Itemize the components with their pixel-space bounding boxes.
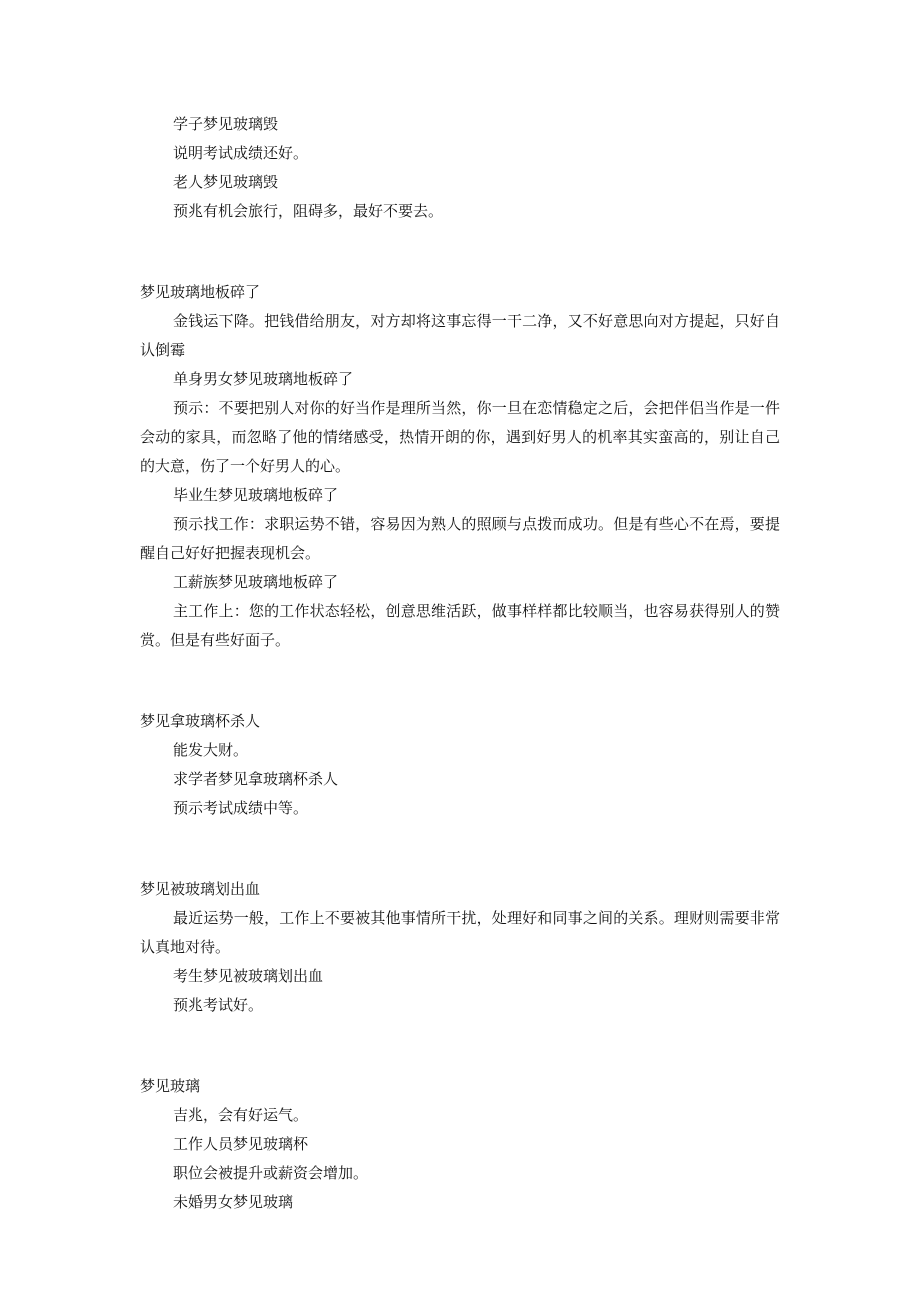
paragraph: 工薪族梦见玻璃地板碎了 [173, 573, 339, 591]
section-glass-cut-bleed [140, 875, 780, 1020]
paragraph: 求学者梦见拿玻璃杯杀人 [173, 770, 339, 788]
paragraph: 预示找工作：求职运势不错，容易因为熟人的照顾与点拨而成功。但是有些心不在焉，要提醒自己好好把握表现机会。 [140, 515, 780, 562]
paragraph: 预兆有机会旅行，阻碍多，最好不要去。 [173, 202, 444, 220]
paragraph: 单身男女梦见玻璃地板碎了 [173, 370, 354, 388]
paragraph: 说明考试成绩还好。 [173, 144, 309, 162]
section-glass-cup-kill [140, 707, 780, 823]
section-heading: 梦见拿玻璃杯杀人 [140, 712, 261, 730]
paragraph: 工作人员梦见玻璃杯 [173, 1135, 309, 1153]
paragraph: 预兆考试好。 [173, 996, 264, 1014]
paragraph: 最近运势一般，工作上不要被其他事情所干扰，处理好和同事之间的关系。理财则需要非常认真地对待。 [140, 909, 780, 956]
section-glass-floor-broken [140, 278, 780, 655]
paragraph: 能发大财。 [173, 741, 249, 759]
paragraph: 考生梦见被玻璃划出血 [173, 967, 324, 985]
section-heading: 梦见玻璃地板碎了 [140, 283, 261, 301]
paragraph: 未婚男女梦见玻璃 [173, 1193, 294, 1211]
paragraph: 学子梦见玻璃毁 [173, 115, 279, 133]
paragraph: 职位会被提升或薪资会增加。 [173, 1164, 369, 1182]
paragraph: 金钱运下降。把钱借给朋友，对方却将这事忘得一干二净，又不好意思向对方提起，只好自认倒霉 [140, 312, 780, 359]
paragraph: 主工作上：您的工作状态轻松，创意思维活跃，做事样样都比较顺当，也容易获得别人的赞赏。但是有些好面子。 [140, 602, 780, 649]
paragraph: 吉兆，会有好运气。 [173, 1106, 309, 1124]
paragraph: 预示：不要把别人对你的好当作是理所当然，你一旦在恋情稳定之后，会把伴侣当作是一件会动的家具，而忽略了他的情绪感受，热情开朗的你，遇到好男人的机率其实蛮高的，别让自己的大意，伤了一个好男人的心。 [140, 399, 780, 475]
section-heading: 梦见玻璃 [140, 1077, 201, 1095]
section-glass [140, 1072, 780, 1217]
paragraph: 预示考试成绩中等。 [173, 799, 309, 817]
document-page [140, 110, 780, 1217]
section-glass-broken-continued [140, 110, 780, 226]
paragraph: 老人梦见玻璃毁 [173, 173, 279, 191]
paragraph: 毕业生梦见玻璃地板碎了 [173, 486, 339, 504]
section-heading: 梦见被玻璃划出血 [140, 880, 261, 898]
